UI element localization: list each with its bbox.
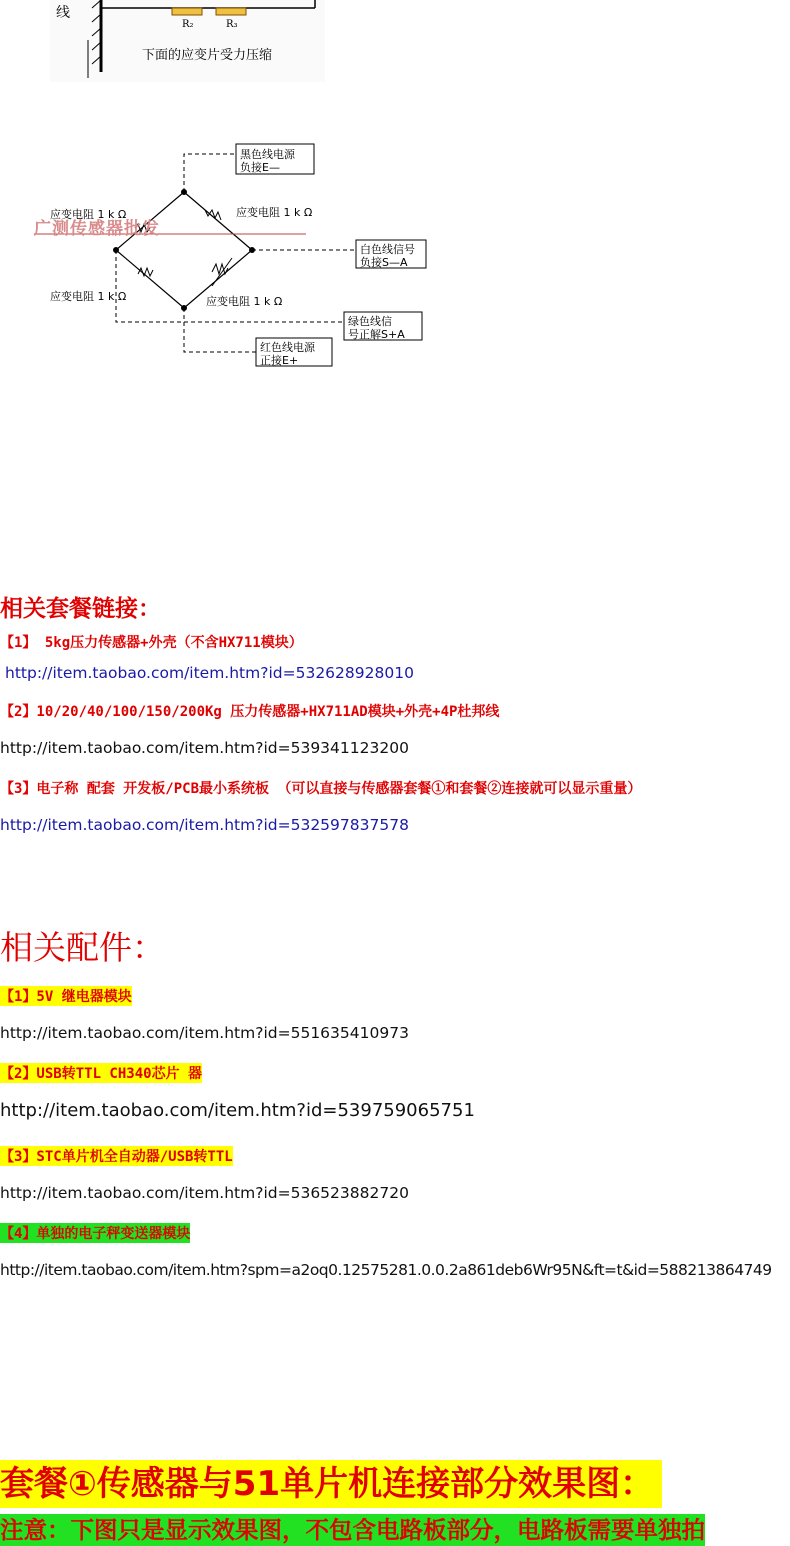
r3-label: R₃ (226, 19, 238, 30)
right-box-line2: 负接S—A (360, 256, 408, 269)
side-label: 线 (56, 5, 70, 21)
accessory-item-1-link[interactable]: http://item.taobao.com/item.htm?id=551635410973 (0, 1024, 409, 1042)
r2-label: R₂ (182, 19, 194, 30)
kit-item-2-link[interactable]: http://item.taobao.com/item.htm?id=539341123200 (0, 739, 409, 757)
figure-caption: 下面的应变片受力压缩 (142, 48, 273, 63)
top-box-line1: 黑色线电源 (240, 148, 295, 161)
top-box-line2: 负接E— (240, 161, 280, 174)
accessory-item-3-link[interactable]: http://item.taobao.com/item.htm?id=536523882720 (0, 1184, 409, 1202)
bridge-diagram (30, 140, 435, 372)
accessory-item-2-link[interactable]: http://item.taobao.com/item.htm?id=539759065751 (0, 1100, 475, 1121)
accessory-item-1-label: 【1】5V 继电器模块 (0, 986, 132, 1006)
resistor-label-bottom-left: 应变电阻 1 k Ω (50, 290, 127, 303)
accessories-heading: 相关配件： (0, 928, 165, 967)
kit-item-3-label: 【3】电子称 配套 开发板/PCB最小系统板 （可以直接与传感器套餐①和套餐②连接就可以显示重量） (0, 781, 642, 797)
strain-gauge-figure (50, 0, 325, 82)
kit-item-3-link[interactable]: http://item.taobao.com/item.htm?id=532597837578 (0, 816, 409, 834)
green-box-line1: 绿色线信 (348, 315, 392, 328)
right-box-line1: 白色线信号 (360, 243, 415, 256)
watermark: 广测传感器批发 (34, 219, 160, 239)
accessory-item-4-label: 【4】单独的电子秤变送器模块 (0, 1223, 190, 1243)
accessory-item-2-label: 【2】USB转TTL CH340芯片 器 (0, 1063, 202, 1083)
effect-heading: 套餐①传感器与51单片机连接部分效果图： (0, 1460, 662, 1508)
kits-heading: 相关套餐链接： (0, 596, 161, 622)
accessory-item-3-label: 【3】STC单片机全自动器/USB转TTL (0, 1146, 233, 1166)
resistor-label-top-right: 应变电阻 1 k Ω (236, 206, 313, 219)
accessory-item-4-link[interactable]: http://item.taobao.com/item.htm?spm=a2oq0.12575281.0.0.2a861deb6Wr95N&ft=t&id=588213864749 (0, 1261, 772, 1279)
effect-note: 注意：下图只是显示效果图，不包含电路板部分，电路板需要单独拍 (0, 1516, 705, 1544)
bottom-box-line1: 红色线电源 (260, 341, 315, 354)
resistor-label-top-left: 应变电阻 1 k Ω (50, 208, 127, 221)
bottom-box-line2: 正接E+ (260, 354, 299, 367)
resistor-label-bottom-right: 应变电阻 1 k Ω (206, 295, 283, 308)
kit-item-1-link[interactable]: http://item.taobao.com/item.htm?id=532628928010 (5, 664, 414, 682)
green-box-line2: 号正解S+A (348, 328, 405, 341)
kit-item-2-label: 【2】10/20/40/100/150/200Kg 压力传感器+HX711AD模块+外壳+4P杜邦线 (0, 704, 500, 720)
kit-item-1-label: 【1】 5kg压力传感器+外壳（不含HX711模块） (0, 635, 303, 651)
